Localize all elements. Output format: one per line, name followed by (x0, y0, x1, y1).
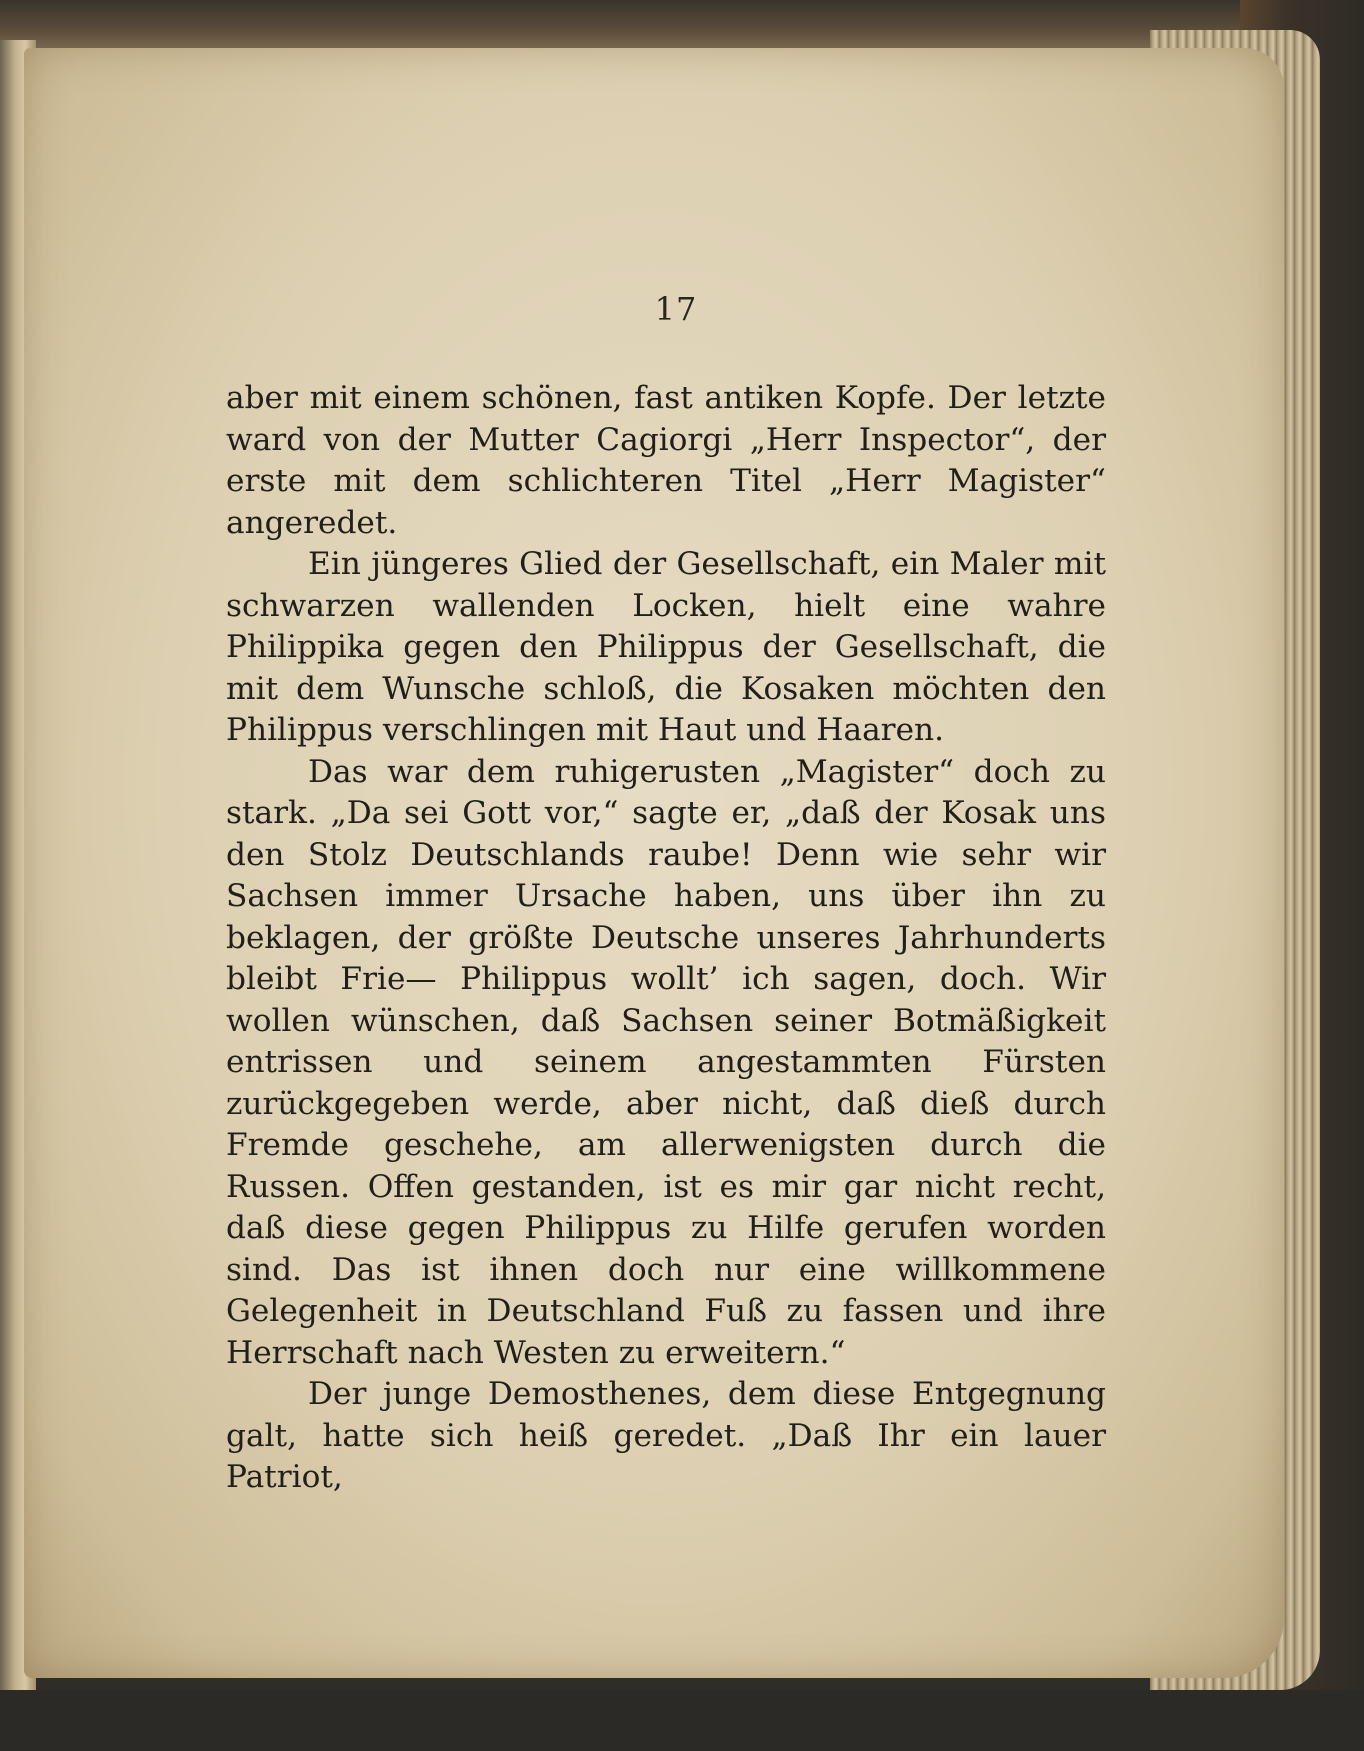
paragraph: Der junge Demosthenes, dem diese Entgegnung galt, hatte sich heiß geredet. „Daß Ihr ein lauer Patriot, (226, 1376, 1106, 1495)
paragraph: aber mit einem schönen, fast antiken Kopfe. Der letzte ward von der Mutter Cagiorgi „Herr Inspector“, der erste mit dem schlichteren Titel „Herr Magister“ angeredet. (226, 380, 1106, 541)
paragraph: Das war dem ruhigerusten „Magister“ doch zu stark. „Da sei Gott vor,“ sagte er, „daß der Kosak uns den Stolz Deutschlands raube! Denn wie sehr wir Sachsen immer Ursache haben, uns über ihn zu beklagen, der größte Deutsche unseres Jahrhunderts bleibt Frie— Philippus wollt’ ich sagen, doch. Wir wollen wünschen, daß Sachsen seiner Botmäßigkeit entrissen und seinem angestammten Fürsten zurückgegeben werde, aber nicht, daß dieß durch Fremde geschehe, am allerwenigsten durch die Russen. Offen gestanden, ist es mir gar nicht recht, daß diese gegen Philippus zu Hilfe gerufen worden sind. Das ist ihnen doch nur eine willkommene Gelegenheit in Deutschland Fuß zu fassen und ihre Herrschaft nach Westen zu erweitern.“ (226, 753, 1106, 1371)
body-text (226, 378, 1106, 1499)
book-page (24, 48, 1284, 1678)
paragraph: Ein jüngeres Glied der Gesellschaft, ein Maler mit schwarzen wallenden Locken, hielt eine wahre Philippika gegen den Philippus der Gesellschaft, die mit dem Wunsche schloß, die Kosaken möchten den Philippus verschlingen mit Haut und Haaren. (226, 546, 1106, 748)
page-number: 17 (654, 290, 698, 328)
scan-background (0, 1690, 1364, 1751)
